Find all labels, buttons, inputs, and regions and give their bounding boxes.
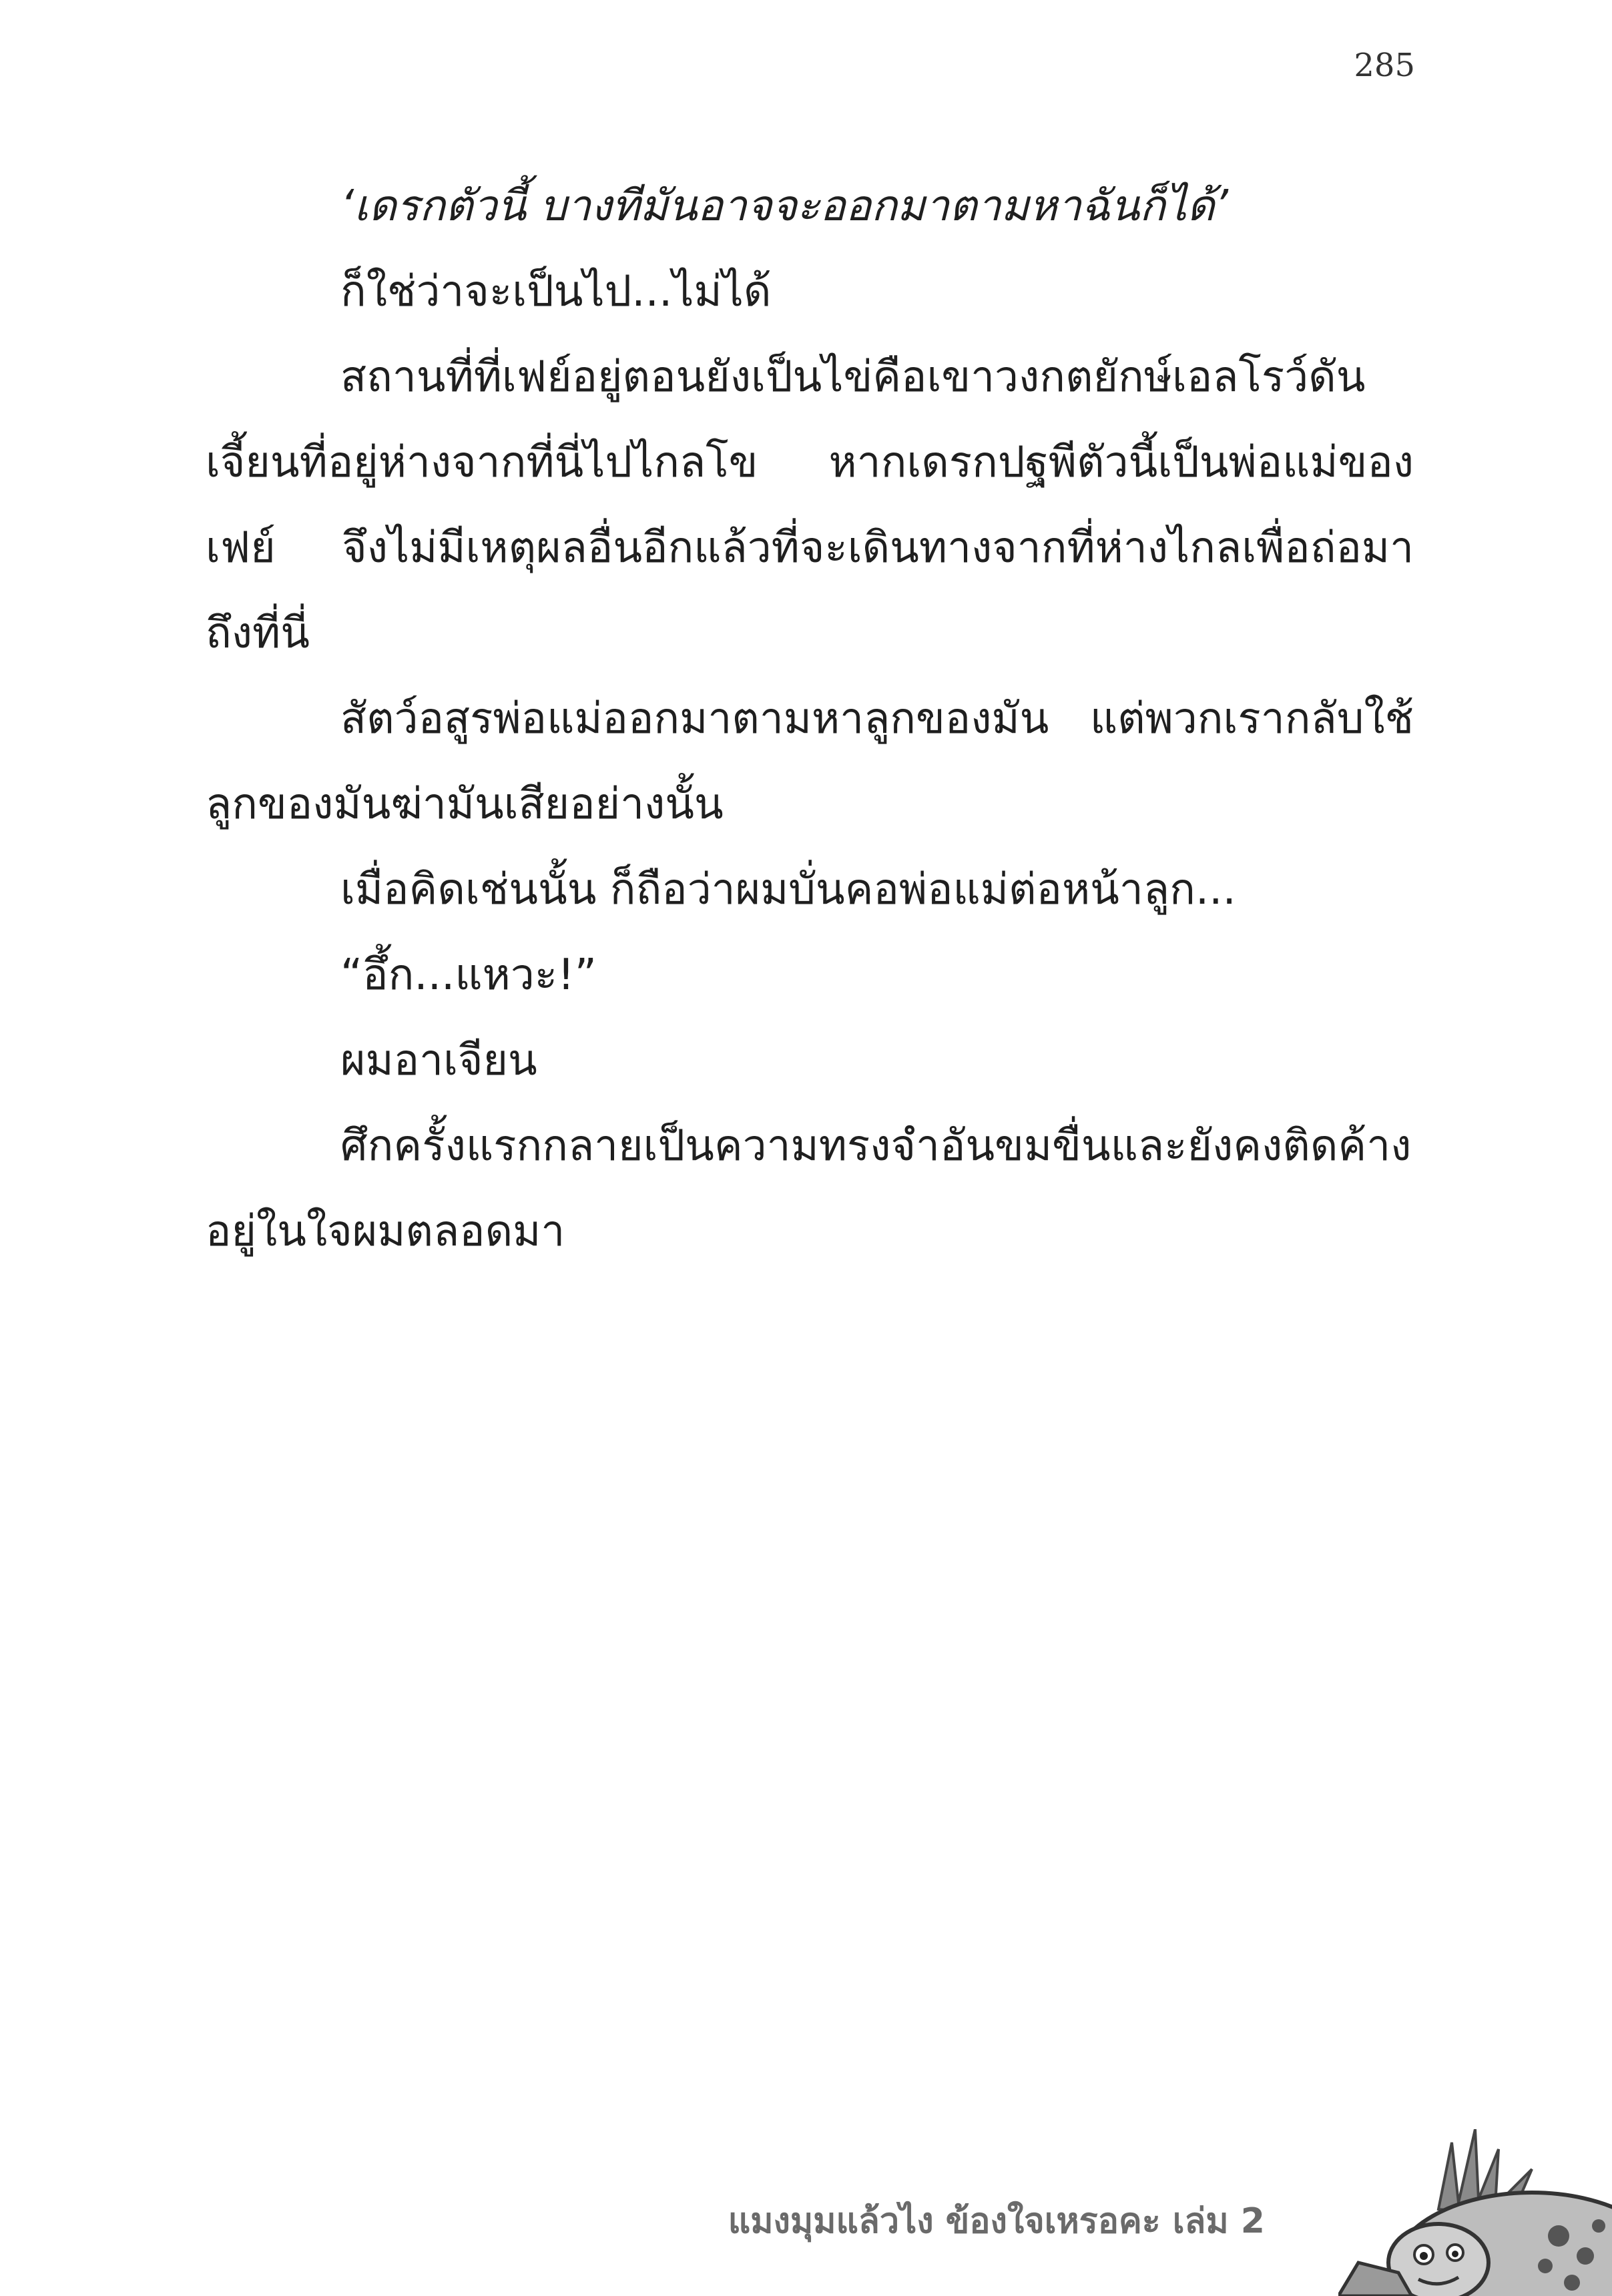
paragraph: ศึกครั้งแรกกลายเป็นความทรงจำอันขมขื่นและยังคงติดค้างอยู่ในใจผมตลอดมา [206,1121,1412,1256]
paragraph: เมื่อคิดเช่นนั้น ก็ถือว่าผมบั่นคอพ่อแม่ต่อหน้าลูก... [340,865,1236,914]
paragraph: “อึ้ก...แหวะ!” [340,950,597,1000]
dragon-mascot-icon [1338,2129,1612,2296]
paragraph: ผมอาเจียน [340,1036,537,1085]
paragraph: สัตว์อสูรพ่อแม่ออกมาตามหาลูกของมัน แต่พวกเรากลับใช้ลูกของมันฆ่ามันเสียอย่างนั้น [206,694,1414,829]
paragraph: ‘เดรกตัวนี้ บางทีมันอาจจะออกมาตามหาฉันก็ได้’ [340,182,1228,231]
paragraph: สถานที่ที่เฟย์อยู่ตอนยังเป็นไข่คือเขาวงกตยักษ์เอลโรว์ดันเจี้ยนที่อยู่ห่างจากที่นี่ไปไกลโข หากเดรกปฐพีตัวนี้เป็นพ่อแม่ของเฟย์ จึงไม่มีเหตุผลอื่นอีกแล้วที่จะเดินทางจากที่ห่างไกลเพื่อถ่อมาถึงที่นี่ [206,352,1414,658]
body-text [206,164,1414,1274]
paragraph: ก็ใช่ว่าจะเป็นไป...ไม่ได้ [340,267,772,316]
footer-book-title: แมงมุมแล้วไง ข้องใจเหรอคะ เล่ม 2 [728,2201,1265,2241]
page-number: 285 [1354,47,1415,84]
